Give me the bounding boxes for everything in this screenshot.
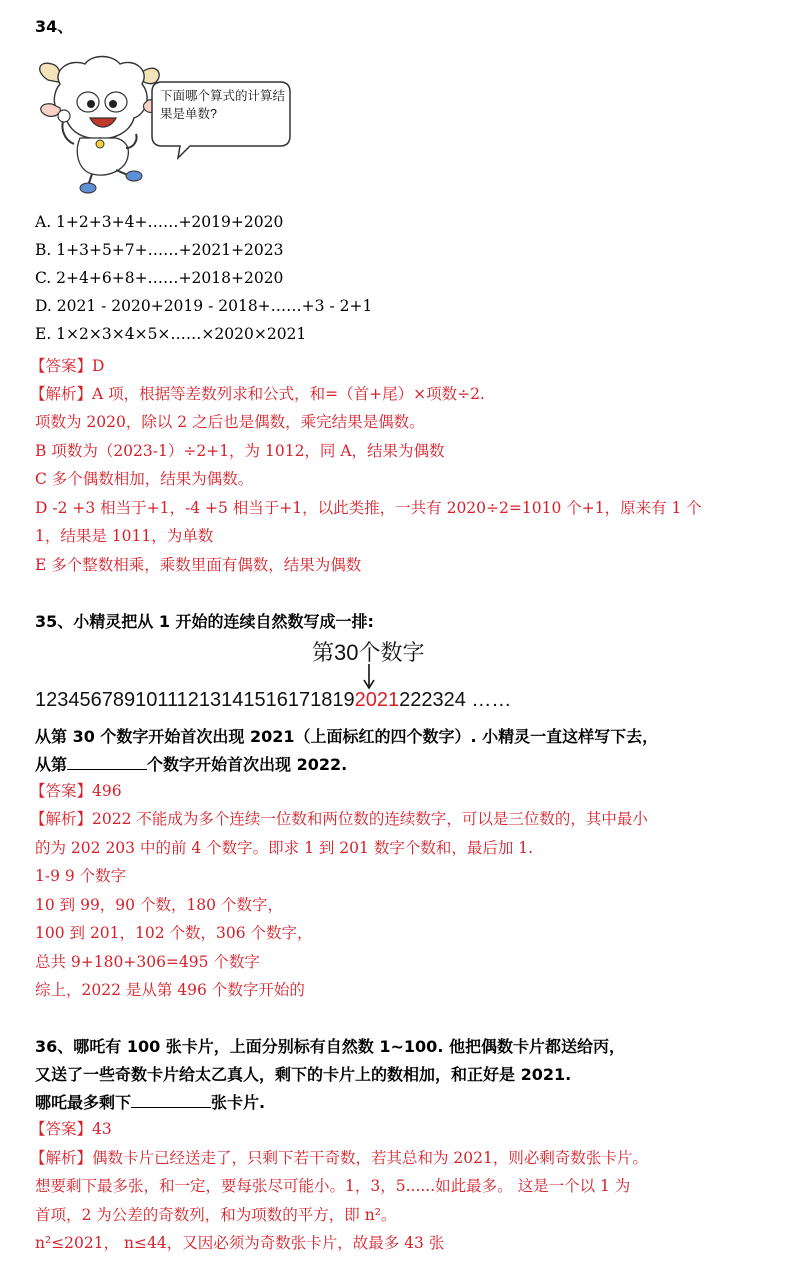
q35-analysis-line: 100 到 201，102 个数，306 个数字，: [35, 924, 313, 942]
question-34-number: 34、: [35, 17, 74, 36]
q35-answer-blank: [67, 755, 147, 770]
q34-analysis-line: 1，结果是 1011，为单数: [35, 527, 214, 545]
q34-analysis-line: E 多个整数相乘，乘数里面有偶数，结果为偶数: [35, 556, 362, 574]
q35-analysis-line: 综上，2022 是从第 496 个数字开始的: [35, 981, 305, 999]
q35-analysis-line: 10 到 99，90 个数，180 个数字，: [35, 896, 283, 914]
figure-label-30th-digit: 第30个数字: [312, 640, 425, 665]
q35-statement-line1: 从第 30 个数字开始首次出现 2021（上面标红的四个数字）. 小精灵一直这样写下去，: [35, 727, 659, 746]
q36-analysis-line: 【解析】偶数卡片已经送走了，只剩下若干奇数，若其总和为 2021，则必剩奇数张卡片。: [30, 1149, 648, 1167]
q35-line2-prefix: 从第: [35, 755, 68, 774]
option-a: A. 1+2+3+4+……+2019+2020: [35, 213, 284, 231]
q35-analysis-line: 总共 9+180+306=495 个数字: [35, 953, 260, 971]
sequence-highlight-2021: 2021: [354, 689, 400, 711]
q34-analysis-line: C 多个偶数相加，结果为偶数。: [35, 470, 254, 488]
q36-line3-prefix: 哪吒最多剩下: [35, 1093, 132, 1112]
digit-sequence: [35, 689, 511, 712]
sequence-after: 222324 ……: [399, 689, 512, 711]
q36-answer-blank: [131, 1093, 211, 1108]
q36-line3-suffix: 张卡片.: [211, 1093, 266, 1112]
option-c: C. 2+4+6+8+……+2018+2020: [35, 269, 284, 287]
q36-answer: 【答案】43: [30, 1120, 112, 1138]
option-e: E. 1×2×3×4×5×……×2020×2021: [35, 325, 307, 343]
speech-bubble-text: 下面哪个算式的计算结果是单数?: [160, 89, 286, 121]
q36-analysis-line: 想要剩下最多张，和一定，要每张尽可能小。1，3，5......如此最多。 这是一个以 1 为: [35, 1177, 631, 1195]
q36-analysis-line: n²≤2021， n≤44，又因必须为奇数张卡片，故最多 43 张: [35, 1234, 445, 1252]
q36-statement-line3: [35, 1090, 265, 1113]
q35-statement-line2: [35, 752, 347, 775]
q35-analysis-line: 【解析】2022 不能成为多个连续一位数和两位数的连续数字，可以是三位数的，其中最小: [30, 810, 648, 828]
q36-statement-line2: 又送了一些奇数卡片给太乙真人，剩下的卡片上的数相加，和正好是 2021.: [35, 1065, 572, 1084]
q34-analysis-line: D -2 +3 相当于+1，-4 +5 相当于+1，以此类推，一共有 2020÷2=1010 个+1，原来有 1 个: [35, 499, 702, 517]
sequence-before: 12345678910111213141516171819: [35, 689, 355, 711]
q36-statement-line1: 36、哪吒有 100 张卡片，上面分别标有自然数 1~100. 他把偶数卡片都送给丙，: [35, 1037, 625, 1056]
q35-analysis-line: 的为 202 203 中的前 4 个数字。即求 1 到 201 数字个数和，最后加 1.: [35, 839, 534, 857]
q35-line2-suffix: 个数字开始首次出现 2022.: [147, 755, 348, 774]
q36-analysis-line: 首项，2 为公差的奇数列，和为项数的平方，即 n²。: [35, 1206, 397, 1224]
q35-answer: 【答案】496: [30, 782, 122, 800]
q34-answer: 【答案】D: [30, 357, 105, 375]
q34-analysis-line: 【解析】A 项，根据等差数列求和公式，和=（首+尾）×项数÷2.: [30, 385, 485, 403]
option-d: D. 2021 - 2020+2019 - 2018+……+3 - 2+1: [35, 297, 373, 315]
q35-analysis-line: 1-9 9 个数字: [35, 867, 127, 885]
goat-cartoon-illustration: [30, 52, 300, 202]
option-b: B. 1+3+5+7+……+2021+2023: [35, 241, 284, 259]
q34-analysis-line: 项数为 2020，除以 2 之后也是偶数，乘完结果是偶数。: [35, 413, 425, 431]
q34-analysis-line: B 项数为（2023-1）÷2+1，为 1012，同 A，结果为偶数: [35, 442, 445, 460]
down-arrow-icon: [362, 664, 376, 690]
question-35-title: 35、小精灵把从 1 开始的连续自然数写成一排:: [35, 612, 374, 631]
